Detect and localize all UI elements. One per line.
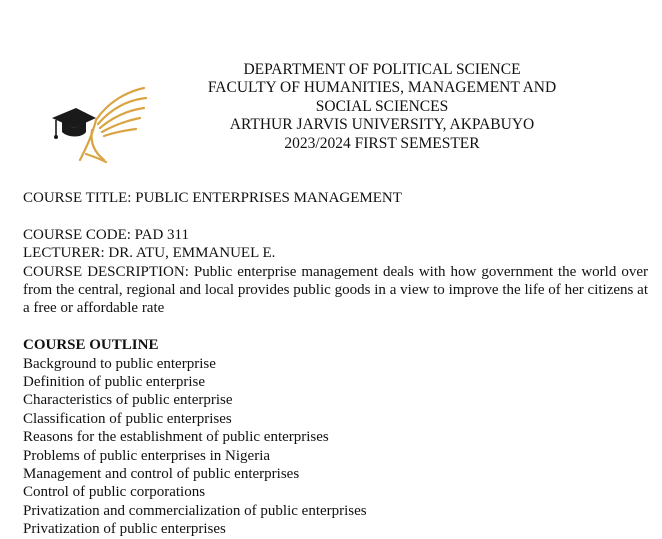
semester-session: 2023/2024 FIRST SEMESTER — [284, 134, 480, 152]
list-item: Privatization and commercialization of public enterprises — [23, 502, 367, 519]
list-item: Problems of public enterprises in Nigeria — [23, 447, 271, 464]
spacer — [23, 318, 648, 336]
list-item: Reasons for the establishment of public enterprises — [23, 429, 329, 446]
spacer — [23, 207, 648, 225]
list-item: Control of public corporations — [23, 484, 206, 501]
course-outline-list — [23, 355, 648, 539]
list-item: Management and control of public enterprises — [23, 466, 300, 483]
list-item: Privatization of public enterprises — [23, 521, 226, 538]
list-item: Background to public enterprise — [23, 355, 216, 372]
university-name: ARTHUR JARVIS UNIVERSITY, AKPABUYO — [229, 116, 535, 134]
list-item: Classification of public enterprises — [23, 410, 232, 427]
course-details — [23, 189, 648, 539]
course-lecturer: LECTURER: DR. ATU, EMMANUEL E. — [23, 245, 276, 262]
list-item: Characteristics of public enterprise — [23, 392, 233, 409]
course-title: COURSE TITLE: PUBLIC ENTERPRISES MANAGEMENT — [23, 190, 402, 206]
course-outline-heading: COURSE OUTLINE — [23, 337, 159, 354]
course-code: COURSE CODE: PAD 311 — [23, 226, 190, 243]
faculty-name: FACULTY OF HUMANITIES, MANAGEMENT AND SOCIAL SCIENCES — [207, 79, 557, 115]
course-description: COURSE DESCRIPTION: Public enterprise management deals with how government the world over from the central, regional and local provides public goods in a view to improve the life of her citizens at a free or affordable rate — [23, 263, 648, 317]
department-name: DEPARTMENT OF POLITICAL SCIENCE — [243, 61, 521, 78]
document-header — [180, 61, 584, 153]
list-item: Definition of public enterprise — [23, 374, 206, 391]
graduation-cap-wing-icon — [46, 80, 152, 168]
